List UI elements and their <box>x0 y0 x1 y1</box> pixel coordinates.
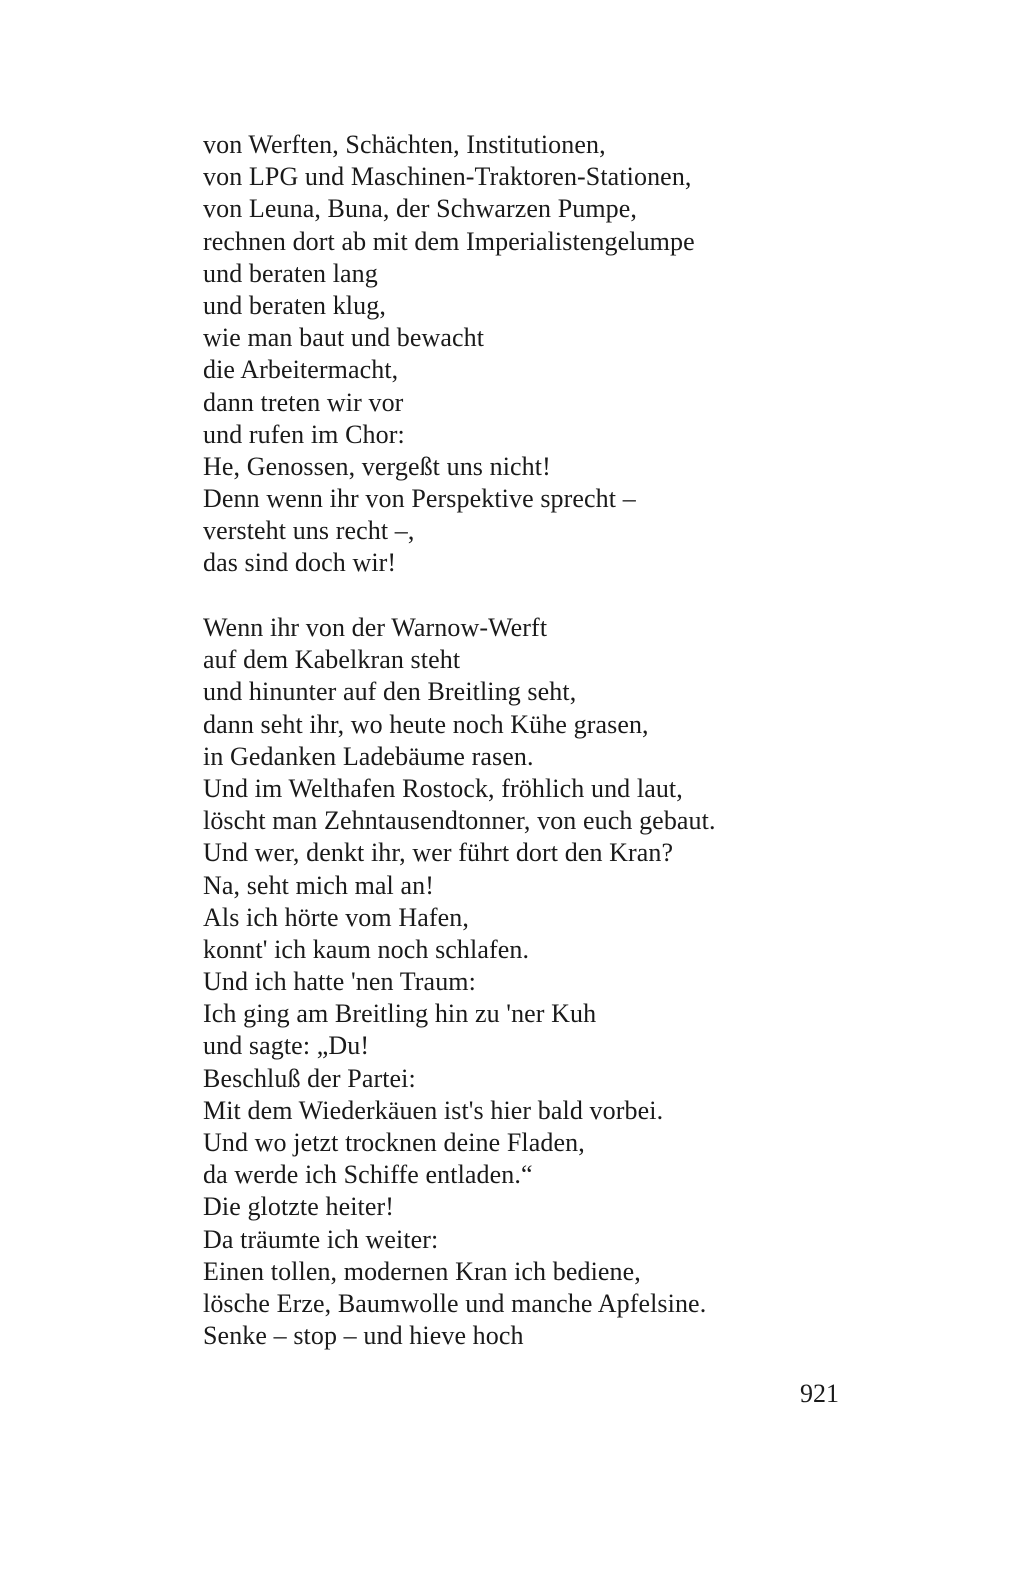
verse-line: Beschluß der Partei: <box>203 1063 416 1093</box>
verse-line: die Arbeitermacht, <box>203 355 399 385</box>
verse-line: versteht uns recht –, <box>203 516 415 546</box>
verse-line: Da träumte ich weiter: <box>203 1224 439 1254</box>
verse-line: Die glotzte heiter! <box>203 1192 395 1222</box>
verse-line: lösche Erze, Baumwolle und manche Apfelsine. <box>203 1288 707 1318</box>
verse-line: das sind doch wir! <box>203 548 397 578</box>
verse-line: und rufen im Chor: <box>203 419 405 449</box>
verse-line: Wenn ihr von der Warnow-Werft <box>203 613 548 642</box>
verse-line: von Leuna, Buna, der Schwarzen Pumpe, <box>203 194 638 224</box>
verse-line: und beraten klug, <box>203 290 386 320</box>
verse-line: He, Genossen, vergeßt uns nicht! <box>203 451 551 481</box>
verse-line: Und ich hatte 'nen Traum: <box>203 967 476 997</box>
verse-line: Und wer, denkt ihr, wer führt dort den Kran? <box>203 838 674 868</box>
verse-line: von LPG und Maschinen-Traktoren-Stationen, <box>203 162 692 192</box>
verse-line: Denn wenn ihr von Perspektive sprecht – <box>203 484 636 514</box>
verse-line: wie man baut und bewacht <box>203 323 485 353</box>
verse-line: Senke – stop – und hieve hoch <box>203 1321 524 1351</box>
verse-line: dann seht ihr, wo heute noch Kühe grasen, <box>203 709 649 739</box>
verse-line: Einen tollen, modernen Kran ich bediene, <box>203 1256 641 1286</box>
verse-line: Und im Welthafen Rostock, fröhlich und laut, <box>203 773 683 803</box>
verse-line: Und wo jetzt trocknen deine Fladen, <box>203 1128 585 1157</box>
verse-line: in Gedanken Ladebäume rasen. <box>203 741 534 771</box>
verse-line: von Werften, Schächten, Institutionen, <box>203 130 606 159</box>
verse-line: und sagte: „Du! <box>203 1031 370 1061</box>
stanza-2 <box>203 612 716 1352</box>
verse-line: Als ich hörte vom Hafen, <box>203 902 469 932</box>
verse-line: und hinunter auf den Breitling seht, <box>203 677 577 707</box>
page-number: 921 <box>800 1379 839 1408</box>
verse-line: rechnen dort ab mit dem Imperialistengelumpe <box>203 226 695 256</box>
verse-line: und beraten lang <box>203 258 378 288</box>
verse-line: auf dem Kabelkran steht <box>203 645 461 675</box>
stanza-1 <box>203 129 695 580</box>
verse-line: konnt' ich kaum noch schlafen. <box>203 934 530 964</box>
verse-line: Na, seht mich mal an! <box>203 870 434 900</box>
verse-line: dann treten wir vor <box>203 387 404 417</box>
verse-line: Ich ging am Breitling hin zu 'ner Kuh <box>203 999 597 1029</box>
verse-line: da werde ich Schiffe entladen.“ <box>203 1160 533 1190</box>
verse-line: löscht man Zehntausendtonner, von euch gebaut. <box>203 806 716 836</box>
verse-line: Mit dem Wiederkäuen ist's hier bald vorbei. <box>203 1095 664 1125</box>
